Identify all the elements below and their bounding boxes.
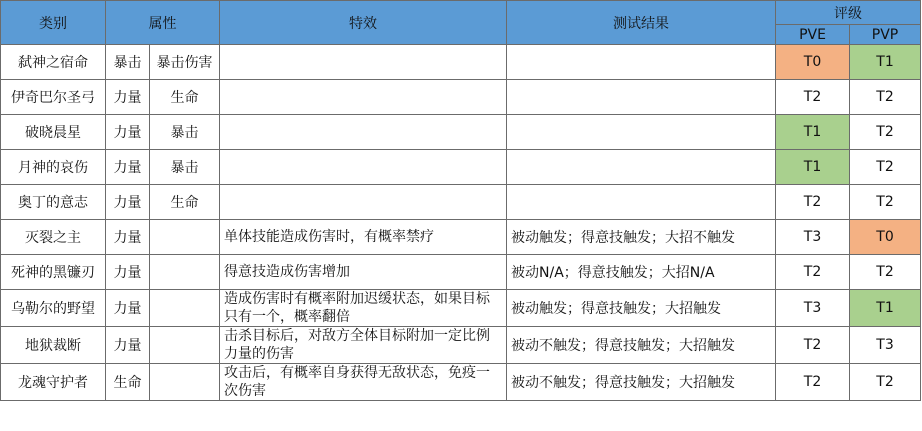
item-effect [220,45,507,80]
item-name: 地狱裁断 [1,327,106,364]
item-attribute-secondary [150,364,220,401]
item-pve-rating: T2 [776,185,850,220]
item-test-result: 被动不触发；得意技触发；大招触发 [507,327,776,364]
item-attribute-secondary: 暴击 [150,115,220,150]
item-pvp-rating: T2 [850,80,921,115]
item-pvp-rating: T1 [850,45,921,80]
item-attribute-primary: 力量 [106,185,150,220]
item-pvp-rating: T2 [850,185,921,220]
table-row [1,45,921,80]
item-name: 死神的黑镰刃 [1,255,106,290]
item-attribute-primary: 力量 [106,255,150,290]
item-attribute-primary: 力量 [106,290,150,327]
item-pve-rating: T2 [776,364,850,401]
header-effect: 特效 [220,1,507,45]
header-category: 类别 [1,1,106,45]
item-effect [220,150,507,185]
item-pvp-rating: T2 [850,150,921,185]
header-pve: PVE [776,25,850,45]
item-attribute-secondary [150,255,220,290]
item-attribute-secondary: 暴击 [150,150,220,185]
item-effect: 单体技能造成伤害时，有概率禁疗 [220,220,507,255]
item-pve-rating: T2 [776,255,850,290]
item-pve-rating: T2 [776,327,850,364]
item-effect [220,185,507,220]
item-test-result: 被动触发；得意技触发；大招触发 [507,290,776,327]
item-test-result [507,185,776,220]
item-effect: 造成伤害时有概率附加迟缓状态，如果目标只有一个，概率翻倍 [220,290,507,327]
item-test-result: 被动不触发；得意技触发；大招触发 [507,364,776,401]
table-row [1,327,921,364]
item-pve-rating: T3 [776,220,850,255]
item-pvp-rating: T2 [850,115,921,150]
item-name: 灭裂之主 [1,220,106,255]
table-row [1,290,921,327]
item-name: 乌勒尔的野望 [1,290,106,327]
item-attribute-primary: 生命 [106,364,150,401]
item-effect: 击杀目标后，对敌方全体目标附加一定比例力量的伤害 [220,327,507,364]
item-pvp-rating: T2 [850,255,921,290]
item-test-result [507,45,776,80]
item-attribute-secondary [150,290,220,327]
item-attribute-primary: 力量 [106,327,150,364]
header-rating: 评级 [776,1,921,25]
item-attribute-secondary [150,327,220,364]
item-pve-rating: T3 [776,290,850,327]
table-row [1,80,921,115]
item-effect [220,115,507,150]
item-name: 奥丁的意志 [1,185,106,220]
item-pvp-rating: T2 [850,364,921,401]
table-row [1,364,921,401]
item-name: 月神的哀伤 [1,150,106,185]
item-effect: 得意技造成伤害增加 [220,255,507,290]
item-name: 弑神之宿命 [1,45,106,80]
item-test-result: 被动N/A；得意技触发；大招N/A [507,255,776,290]
item-effect [220,80,507,115]
item-name: 龙魂守护者 [1,364,106,401]
item-pve-rating: T2 [776,80,850,115]
table-row [1,255,921,290]
table-row [1,150,921,185]
item-attribute-primary: 力量 [106,150,150,185]
item-attribute-secondary: 暴击伤害 [150,45,220,80]
item-test-result: 被动触发；得意技触发；大招不触发 [507,220,776,255]
item-attribute-primary: 力量 [106,80,150,115]
table-row [1,220,921,255]
item-attribute-primary: 力量 [106,220,150,255]
item-pvp-rating: T0 [850,220,921,255]
item-test-result [507,80,776,115]
item-attribute-secondary: 生命 [150,185,220,220]
header-row [1,1,921,25]
item-name: 破晓晨星 [1,115,106,150]
item-attribute-secondary [150,220,220,255]
table-row [1,185,921,220]
item-pvp-rating: T3 [850,327,921,364]
header-attribute: 属性 [106,1,220,45]
item-attribute-primary: 力量 [106,115,150,150]
item-effect: 攻击后，有概率自身获得无敌状态，免疫一次伤害 [220,364,507,401]
item-pve-rating: T1 [776,115,850,150]
item-test-result [507,115,776,150]
header-pvp: PVP [850,25,921,45]
item-pve-rating: T0 [776,45,850,80]
item-pve-rating: T1 [776,150,850,185]
header-result: 测试结果 [507,1,776,45]
item-name: 伊奇巴尔圣弓 [1,80,106,115]
item-test-result [507,150,776,185]
item-pvp-rating: T1 [850,290,921,327]
item-attribute-primary: 暴击 [106,45,150,80]
table-row [1,115,921,150]
item-attribute-secondary: 生命 [150,80,220,115]
